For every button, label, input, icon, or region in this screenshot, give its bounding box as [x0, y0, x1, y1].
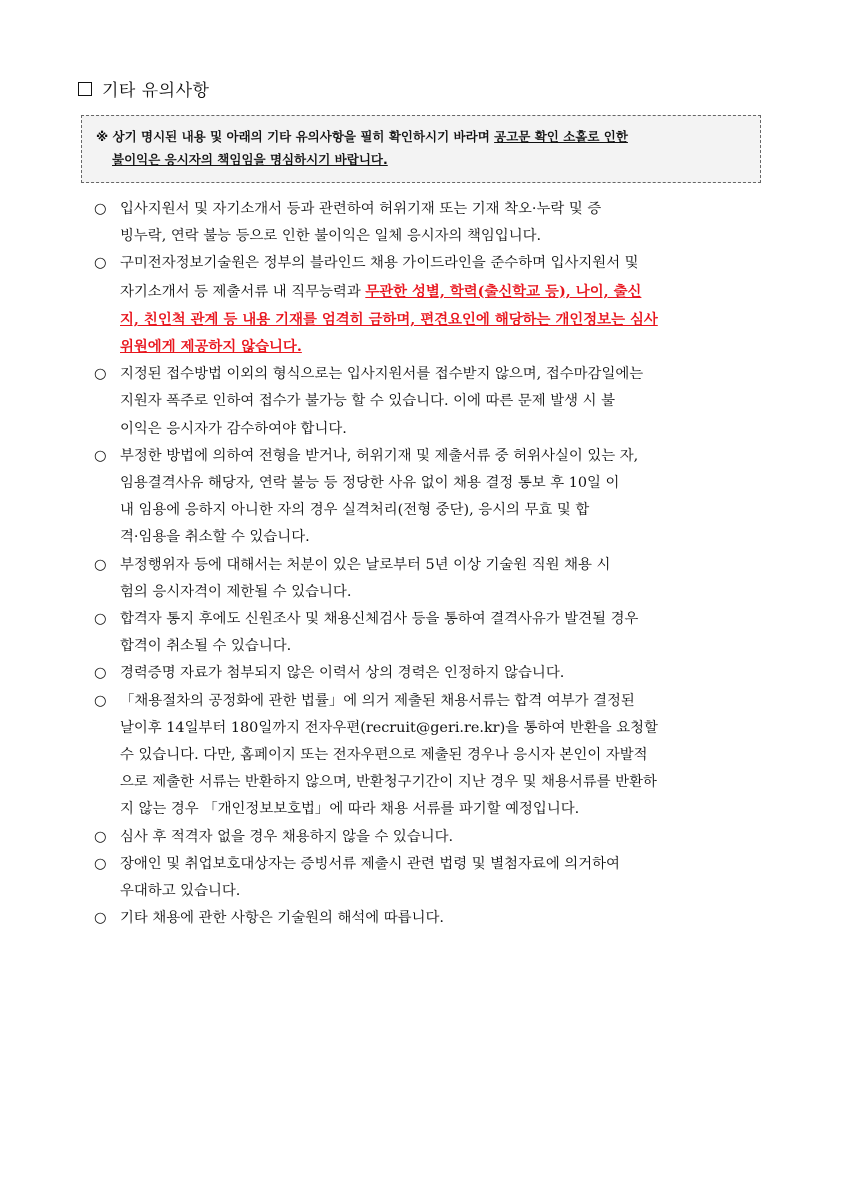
checkbox-square-icon [78, 82, 92, 96]
list-item: ○ 입사지원서 및 자기소개서 등과 관련하여 허위기재 또는 기재 착오·누락 및 증 빙누락, 연락 불능 등으로 인한 불이익은 일체 응시자의 책임입니다. [94, 196, 784, 250]
circle-bullet-icon: ○ [94, 447, 107, 464]
notice-line-2: 불이익은 응시자의 책임임을 명심하시기 바랍니다. [112, 152, 388, 167]
list-item: ○ 부정한 방법에 의하여 전형을 받거나, 허위기재 및 제출서류 중 허위사실이 있는 자, 임용결격사유 해당자, 연락 불능 등 정당한 사유 없이 채용 결정 통보 후 10일 이 내 임용에 응하지 아니한 자의 경우 실격처리(전형 중단), 응시의 무효 및 합 격·임용을 취소할 수 있습니다. [94, 443, 784, 552]
notice-underlined-text: 공고문 확인 소홀로 인한 [494, 129, 628, 144]
list-item-blind-hiring: ○ 구미전자정보기술원은 정부의 블라인드 채용 가이드라인을 준수하며 입사지원서 및 자기소개서 등 제출서류 내 직무능력과 무관한 성별, 학력(출신학교 등), 나이, 출신 지, 친인척 관계 등 내용 기재를 엄격히 금하며, 편견요인에 해당하는 개인정보는 심사 위원에게 제공하지 않습니다. [94, 250, 784, 361]
circle-bullet-icon: ○ [94, 855, 107, 872]
circle-bullet-icon: ○ [94, 910, 107, 927]
list-item: ○ 지정된 접수방법 이외의 형식으로는 입사지원서를 접수받지 않으며, 접수마감일에는 지원자 폭주로 인하여 접수가 불가능 할 수 있습니다. 이에 따른 문제 발생 시 불 이익은 응시자가 감수하여야 합니다. [94, 361, 784, 443]
section-heading [78, 76, 209, 101]
circle-bullet-icon: ○ [94, 828, 107, 845]
list-item: ○ 기타 채용에 관한 사항은 기술원의 해석에 따릅니다. [94, 905, 784, 932]
highlighted-warning: 지, 친인척 관계 등 내용 기재를 엄격히 금하며, 편견요인에 해당하는 개인정보는 심사 [120, 310, 658, 328]
circle-bullet-icon: ○ [94, 556, 107, 573]
list-item: ○ 「채용절차의 공정화에 관한 법률」에 의거 제출된 채용서류는 합격 여부가 결정된 날이후 14일부터 180일까지 전자우편(recruit@geri.re.kr)을 통하여 반환을 요청할 수 있습니다. 다만, 홈페이지 또는 전자우편으로 제출된 경우나 응시자 본인이 자발적 으로 제출한 서류는 반환하지 않으며, 반환청구기간이 지난 경우 및 채용서류를 반환하 지 않는 경우 「개인정보보호법」에 따라 채용 서류를 파기할 예정입니다. [94, 688, 784, 824]
list-item: ○ 부정행위자 등에 대해서는 처분이 있은 날로부터 5년 이상 기술원 직원 채용 시 험의 응시자격이 제한될 수 있습니다. [94, 552, 784, 606]
section-title: 기타 유의사항 [102, 81, 210, 101]
circle-bullet-icon: ○ [94, 366, 107, 383]
highlighted-warning: 무관한 성별, 학력(출신학교 등), 나이, 출신 [365, 282, 642, 300]
circle-bullet-icon: ○ [94, 201, 107, 217]
list-item: ○ 심사 후 적격자 없을 경우 채용하지 않을 수 있습니다. [94, 824, 784, 851]
list-item: ○ 경력증명 자료가 첨부되지 않은 이력서 상의 경력은 인정하지 않습니다. [94, 660, 784, 687]
notice-box [81, 115, 761, 183]
notes-list [94, 196, 784, 932]
circle-bullet-icon: ○ [94, 692, 107, 709]
circle-bullet-icon: ○ [94, 255, 107, 272]
list-item: ○ 합격자 통지 후에도 신원조사 및 채용신체검사 등을 통하여 결격사유가 발견될 경우 합격이 취소될 수 있습니다. [94, 606, 784, 660]
notice-line-1: ※ 상기 명시된 내용 및 아래의 기타 유의사항을 필히 확인하시기 바라며 공고문 확인 소홀로 인한 [96, 129, 628, 144]
highlighted-warning: 위원에게 제공하지 않습니다. [120, 338, 302, 356]
circle-bullet-icon: ○ [94, 611, 107, 628]
circle-bullet-icon: ○ [94, 665, 107, 682]
list-item: ○ 장애인 및 취업보호대상자는 증빙서류 제출시 관련 법령 및 별첨자료에 의거하여 우대하고 있습니다. [94, 851, 784, 905]
